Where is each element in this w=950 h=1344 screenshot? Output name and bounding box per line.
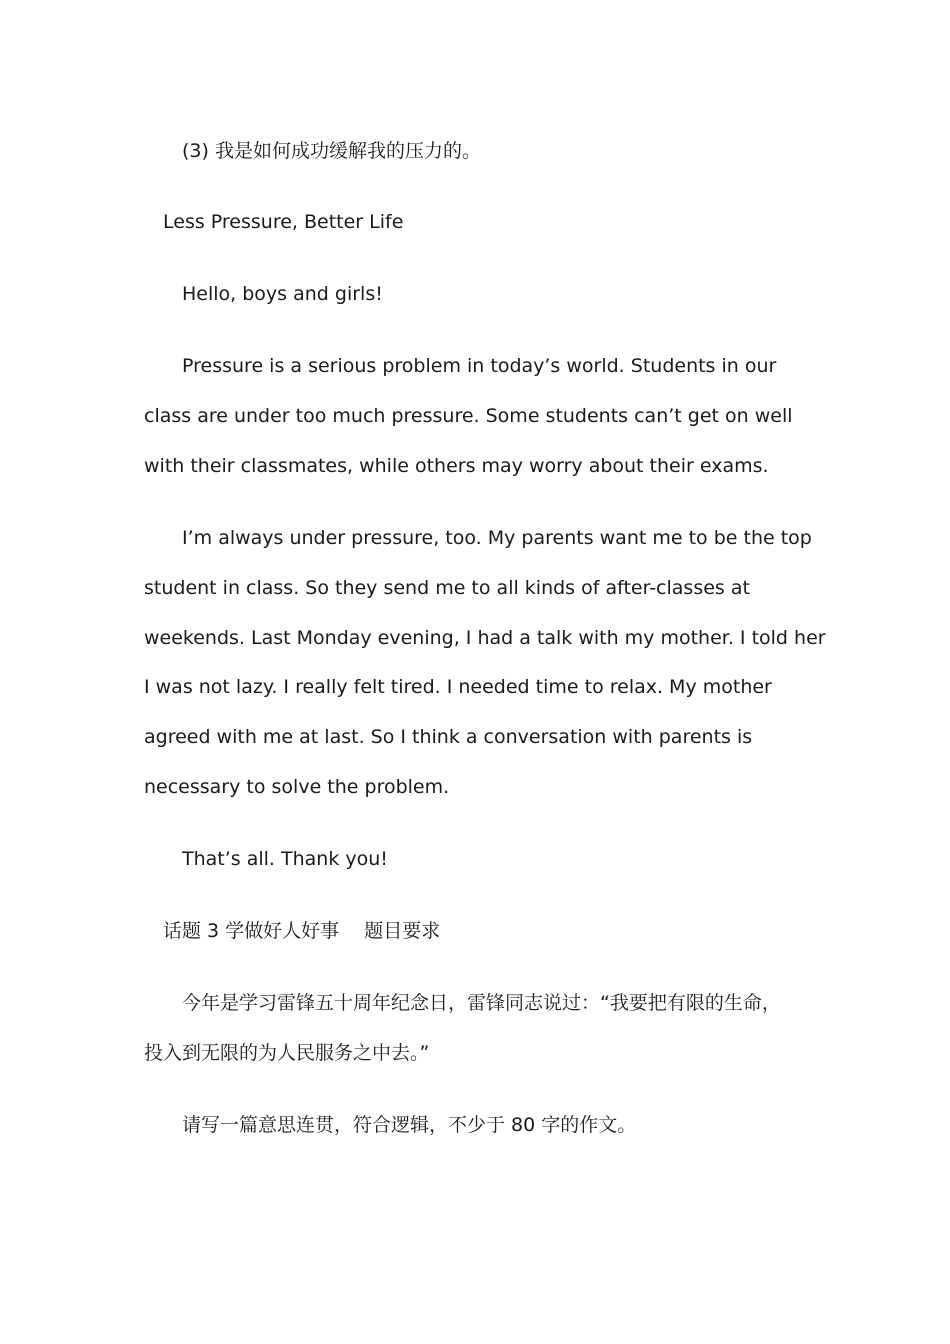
paragraph1-line: Pressure is a serious problem in today’s world. Students in our [182, 355, 777, 377]
greeting: Hello, boys and girls! [182, 283, 383, 305]
topic3-paragraph-line: 今年是学习雷锋五十周年纪念日，雷锋同志说过：“我要把有限的生命， [182, 992, 781, 1014]
paragraph2-line: weekends. Last Monday evening, I had a talk with my mother. I told her [144, 627, 826, 649]
paragraph1-line: with their classmates, while others may worry about their exams. [144, 455, 769, 477]
paragraph2-line: agreed with me at last. So I think a conversation with parents is [144, 726, 753, 748]
closing: That’s all. Thank you! [182, 848, 388, 870]
topic3-instruction: 请写一篇意思连贯，符合逻辑，不少于 80 字的作文。 [182, 1114, 637, 1136]
paragraph2-line: necessary to solve the problem. [144, 776, 450, 798]
essay-title: Less Pressure, Better Life [163, 211, 404, 233]
paragraph2-line: student in class. So they send me to all kinds of after-classes at [144, 577, 750, 599]
paragraph2-line: I’m always under pressure, too. My parents want me to be the top [182, 527, 812, 549]
topic3-heading: 话题 3 学做好人好事 题目要求 [163, 920, 441, 942]
paragraph2-line: I was not lazy. I really felt tired. I needed time to relax. My mother [144, 676, 772, 698]
intro-item: (3) 我是如何成功缓解我的压力的。 [182, 140, 481, 162]
topic3-paragraph-line: 投入到无限的为人民服务之中去。” [144, 1042, 430, 1064]
paragraph1-line: class are under too much pressure. Some students can’t get on well [144, 405, 793, 427]
